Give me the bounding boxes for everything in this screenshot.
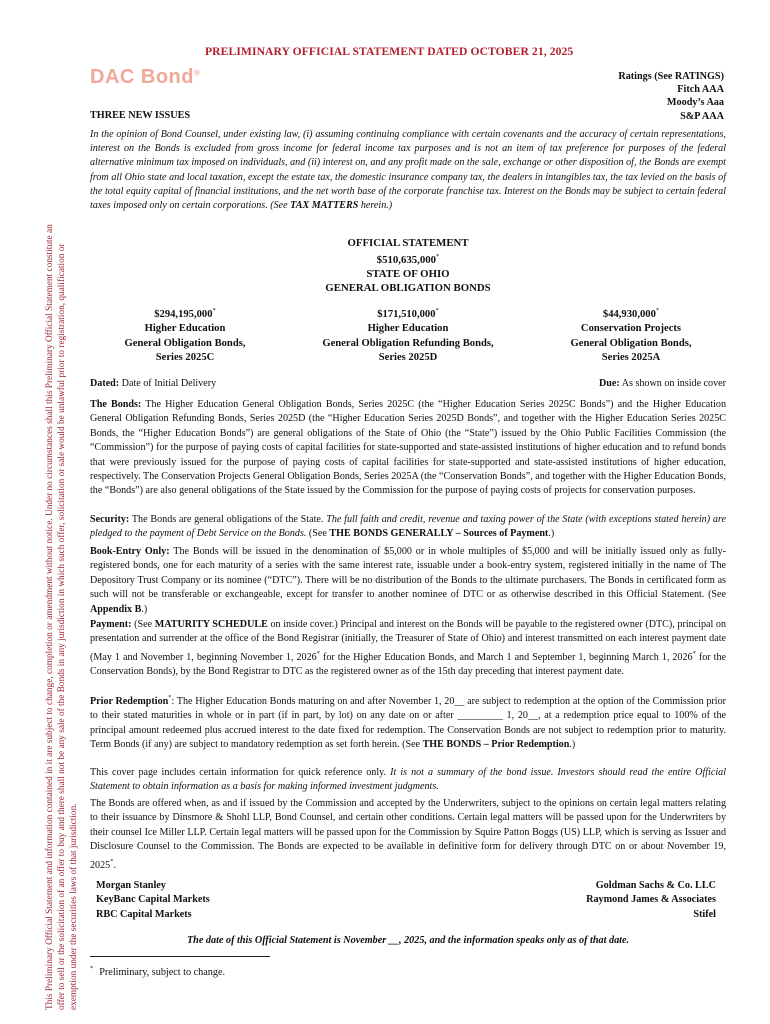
- os-state: STATE OF OHIO: [366, 268, 450, 280]
- dated-due-line: [90, 378, 726, 389]
- series-line: Series 2025A: [601, 351, 661, 363]
- payment-paragraph: Payment: (See MATURITY SCHEDULE on inside cover.) Principal and interest on the Bonds will be payable to the registered owner (DTC), principal on presentation and surrender at the office of the Bond Registrar (initially, the Treasurer of State of Ohio) and interest transmitted on each interest payment date (May 1 and November 1, beginning November 1, 2026* for the Higher Education Bonds, and March 1 and September 1, beginning March 1, 2026* for the Conservation Bonds), by the Bond Registrar to DTC as the registered owner as of the 15th day preceding that interest payment date.: [90, 619, 727, 678]
- os-title: OFFICIAL STATEMENT: [347, 237, 469, 249]
- underwriter: Morgan Stanley: [96, 880, 166, 891]
- series-line: Conservation Projects: [580, 323, 682, 335]
- underwriter: Goldman Sachs & Co. LLC: [595, 880, 716, 891]
- logo-text: DAC Bond: [90, 66, 194, 88]
- the-bonds-paragraph: The Bonds: The Higher Education General Obligation Bonds, Series 2025C (the “Higher Education Series 2025C Bonds”) and the Higher Education General Obligation Refunding Bonds, Series 2025D (the “Higher Education Series 2025D Bonds”, and together with the Higher Education Series 2025C Bonds, the “Higher Education Bonds”) are general obligations of the State of Ohio (the “State”) issued by the Ohio Public Facilities Commission (the “Commission”) for the purpose of paying costs of capital facilities for state-supported and state-assisted institutions of higher education and to refund bonds that were previously issued for the purpose of paying costs of capital facilities for state-supported and state-assisted institutions of higher education, respectively. The Conservation Projects General Obligation Bonds, Series 2025A (the “Conservation Bonds”, and together with the Higher Education Bonds, the “Bonds”) are also general obligations of the State issued by the Commission for the purpose of paying costs of projects for conservation purposes.: [90, 399, 726, 497]
- os-amount: $510,635,000*: [376, 253, 440, 266]
- prior-redemption-paragraph: Prior Redemption*: The Higher Education Bonds maturing on and after November 1, 20__ are subject to redemption at the option of the Commission prior to their stated maturities in whole or in part (if in part, by lot) on any date on or after _________ 1, 20__, at a redemption price equal to 100% of the principal amount redeemed plus accrued interest to the date fixed for redemption. The Conservation Bonds are not subject to redemption prior to maturity. Term Bonds (if any) are subject to mandatory redemption as set forth herein. (See THE BONDS – Prior Redemption.): [90, 694, 726, 751]
- footnote: [90, 965, 225, 978]
- series-line: Series 2025D: [378, 351, 438, 363]
- series-amount: $44,930,000*: [602, 307, 660, 320]
- underwriter: RBC Capital Markets: [96, 908, 192, 920]
- series-line: General Obligation Bonds,: [124, 337, 246, 349]
- underwriters: [96, 879, 716, 922]
- footnote-rule: [90, 956, 270, 957]
- due: Due: As shown on inside cover: [598, 378, 726, 389]
- opinion-tail: herein.): [358, 200, 393, 212]
- underwriters-right: [586, 879, 716, 922]
- series-line: General Obligation Bonds,: [570, 337, 692, 349]
- registered-mark: ®: [193, 68, 201, 78]
- series-line: General Obligation Refunding Bonds,: [322, 337, 494, 349]
- dated: Dated: Date of Initial Delivery: [90, 378, 217, 389]
- book-entry-paragraph: Book-Entry Only: The Bonds will be issued in the denomination of $5,000 or in whole multiples of $5,000 and will be initially issued only as fully-registered bonds, one for each maturity of a series with the same interest rate, issuable under a book-entry system, registered initially in the name of The Depository Trust Company or its nominee (“DTC”). There will be no distribution of the Bonds to the ultimate purchasers. The Bonds in certificated form as such will not be transferable or exchangeable, except for transfer to another nominee of DTC or as otherwise described in this Official Statement. (See Appendix B.): [90, 546, 726, 615]
- offering-paragraph: The Bonds are offered when, as and if issued by the Commission and accepted by the Underwriters, subject to the opinions on certain legal matters relating to their issuance by Dinsmore & Shohl LLP, Bond Counsel, and certain other conditions. Certain legal matters will be passed upon for the Underwriters by their counsel Ice Miller LLP. Certain legal matters will be passed upon for the Commission by Squire Patton Boggs (US) LLP, which is serving as Issuer and Disclosure Counsel to the Commission. The Bonds are expected to be available in definitive form for delivery through DTC on or about November 19, 2025*.: [90, 798, 726, 871]
- official-statement-heading: [90, 236, 726, 295]
- legend-line-3: exemption under the securities laws of that jurisdiction.: [69, 803, 79, 1010]
- statement-date-line: The date of this Official Statement is November __, 2025, and the information speaks only as of that date.: [186, 935, 630, 946]
- series-line: Higher Education: [367, 323, 449, 335]
- ratings-block: [618, 70, 724, 123]
- series-columns: [90, 304, 726, 365]
- rating-sp: S&P AAA: [680, 110, 724, 122]
- series-amount: $294,195,000*: [154, 307, 216, 320]
- series-line: Higher Education: [144, 323, 226, 335]
- ratings-heading: Ratings (See RATINGS): [618, 71, 724, 82]
- legend-line-2: offer to sell or the solicitation of an offer to buy and there shall not be any sale of the Bonds in any jurisdiction in which such offer, solicitation or sale would be unlawful prior to registration, qualification or: [57, 243, 67, 1010]
- underwriter: KeyBanc Capital Markets: [96, 894, 210, 906]
- series-2025c: [90, 304, 280, 365]
- os-bonds: GENERAL OBLIGATION BONDS: [325, 282, 491, 294]
- opinion-text: In the opinion of Bond Counsel, under existing law, (i) assuming continuing compliance with certain covenants and the accuracy of certain representations, interest on the Bonds is excluded from gross income for federal income tax purposes and is not an item of tax preference for purposes of the federal alternative minimum tax imposed on individuals, and (ii) interest on, and any profit made on the sale, exchange or other disposition of, the Bonds are exempt from all Ohio state and local taxation, except the estate tax, the domestic insurance company tax, the dealers in intangibles tax, the tax levied on the basis of the total equity capital of financial institutions, and the net worth base of the corporate franchise tax. Interest on the Bonds may be subject to certain federal taxes imposed only on certain corporations. (See: [90, 129, 726, 212]
- series-2025a: [536, 304, 726, 365]
- series-line: Series 2025C: [155, 351, 215, 363]
- footnote-text: Preliminary, subject to change.: [99, 967, 226, 978]
- underwriter: Raymond James & Associates: [586, 894, 716, 906]
- opinion-ref: TAX MATTERS: [290, 200, 359, 212]
- underwriter: Stifel: [693, 908, 716, 920]
- rating-moodys: Moody’s Aaa: [666, 97, 724, 109]
- three-new-issues: THREE NEW ISSUES: [90, 110, 191, 121]
- preliminary-title: PRELIMINARY OFFICIAL STATEMENT DATED OCTOBER 21, 2025: [205, 45, 574, 58]
- security-paragraph: Security: The Bonds are general obligations of the State. The full faith and credit, revenue and taxing power of the State (with exceptions stated herein) are pledged to the payment of Debt Service on the Bonds. (See THE BONDS GENERALLY – Sources of Payment.): [90, 514, 726, 540]
- dac-bond-logo: [90, 66, 200, 89]
- series-2025d: [298, 304, 518, 365]
- underwriters-left: [96, 879, 210, 922]
- footnote-mark: *: [90, 965, 94, 972]
- series-amount: $171,510,000*: [377, 307, 439, 320]
- rating-fitch: Fitch AAA: [677, 84, 724, 96]
- tax-opinion: [90, 128, 726, 213]
- cover-page-note: This cover page includes certain information for quick reference only. It is not a summary of the bond issue. Investors should read the entire Official Statement to obtain information as a basis for making informed investment judgments.: [90, 767, 726, 793]
- asterisk: *: [436, 253, 440, 260]
- legend-line-1: This Preliminary Official Statement and information contained in it are subject to change, completion or amendment without notice. Under no circumstances shall this Preliminary Official Statement constitute an: [45, 224, 55, 1010]
